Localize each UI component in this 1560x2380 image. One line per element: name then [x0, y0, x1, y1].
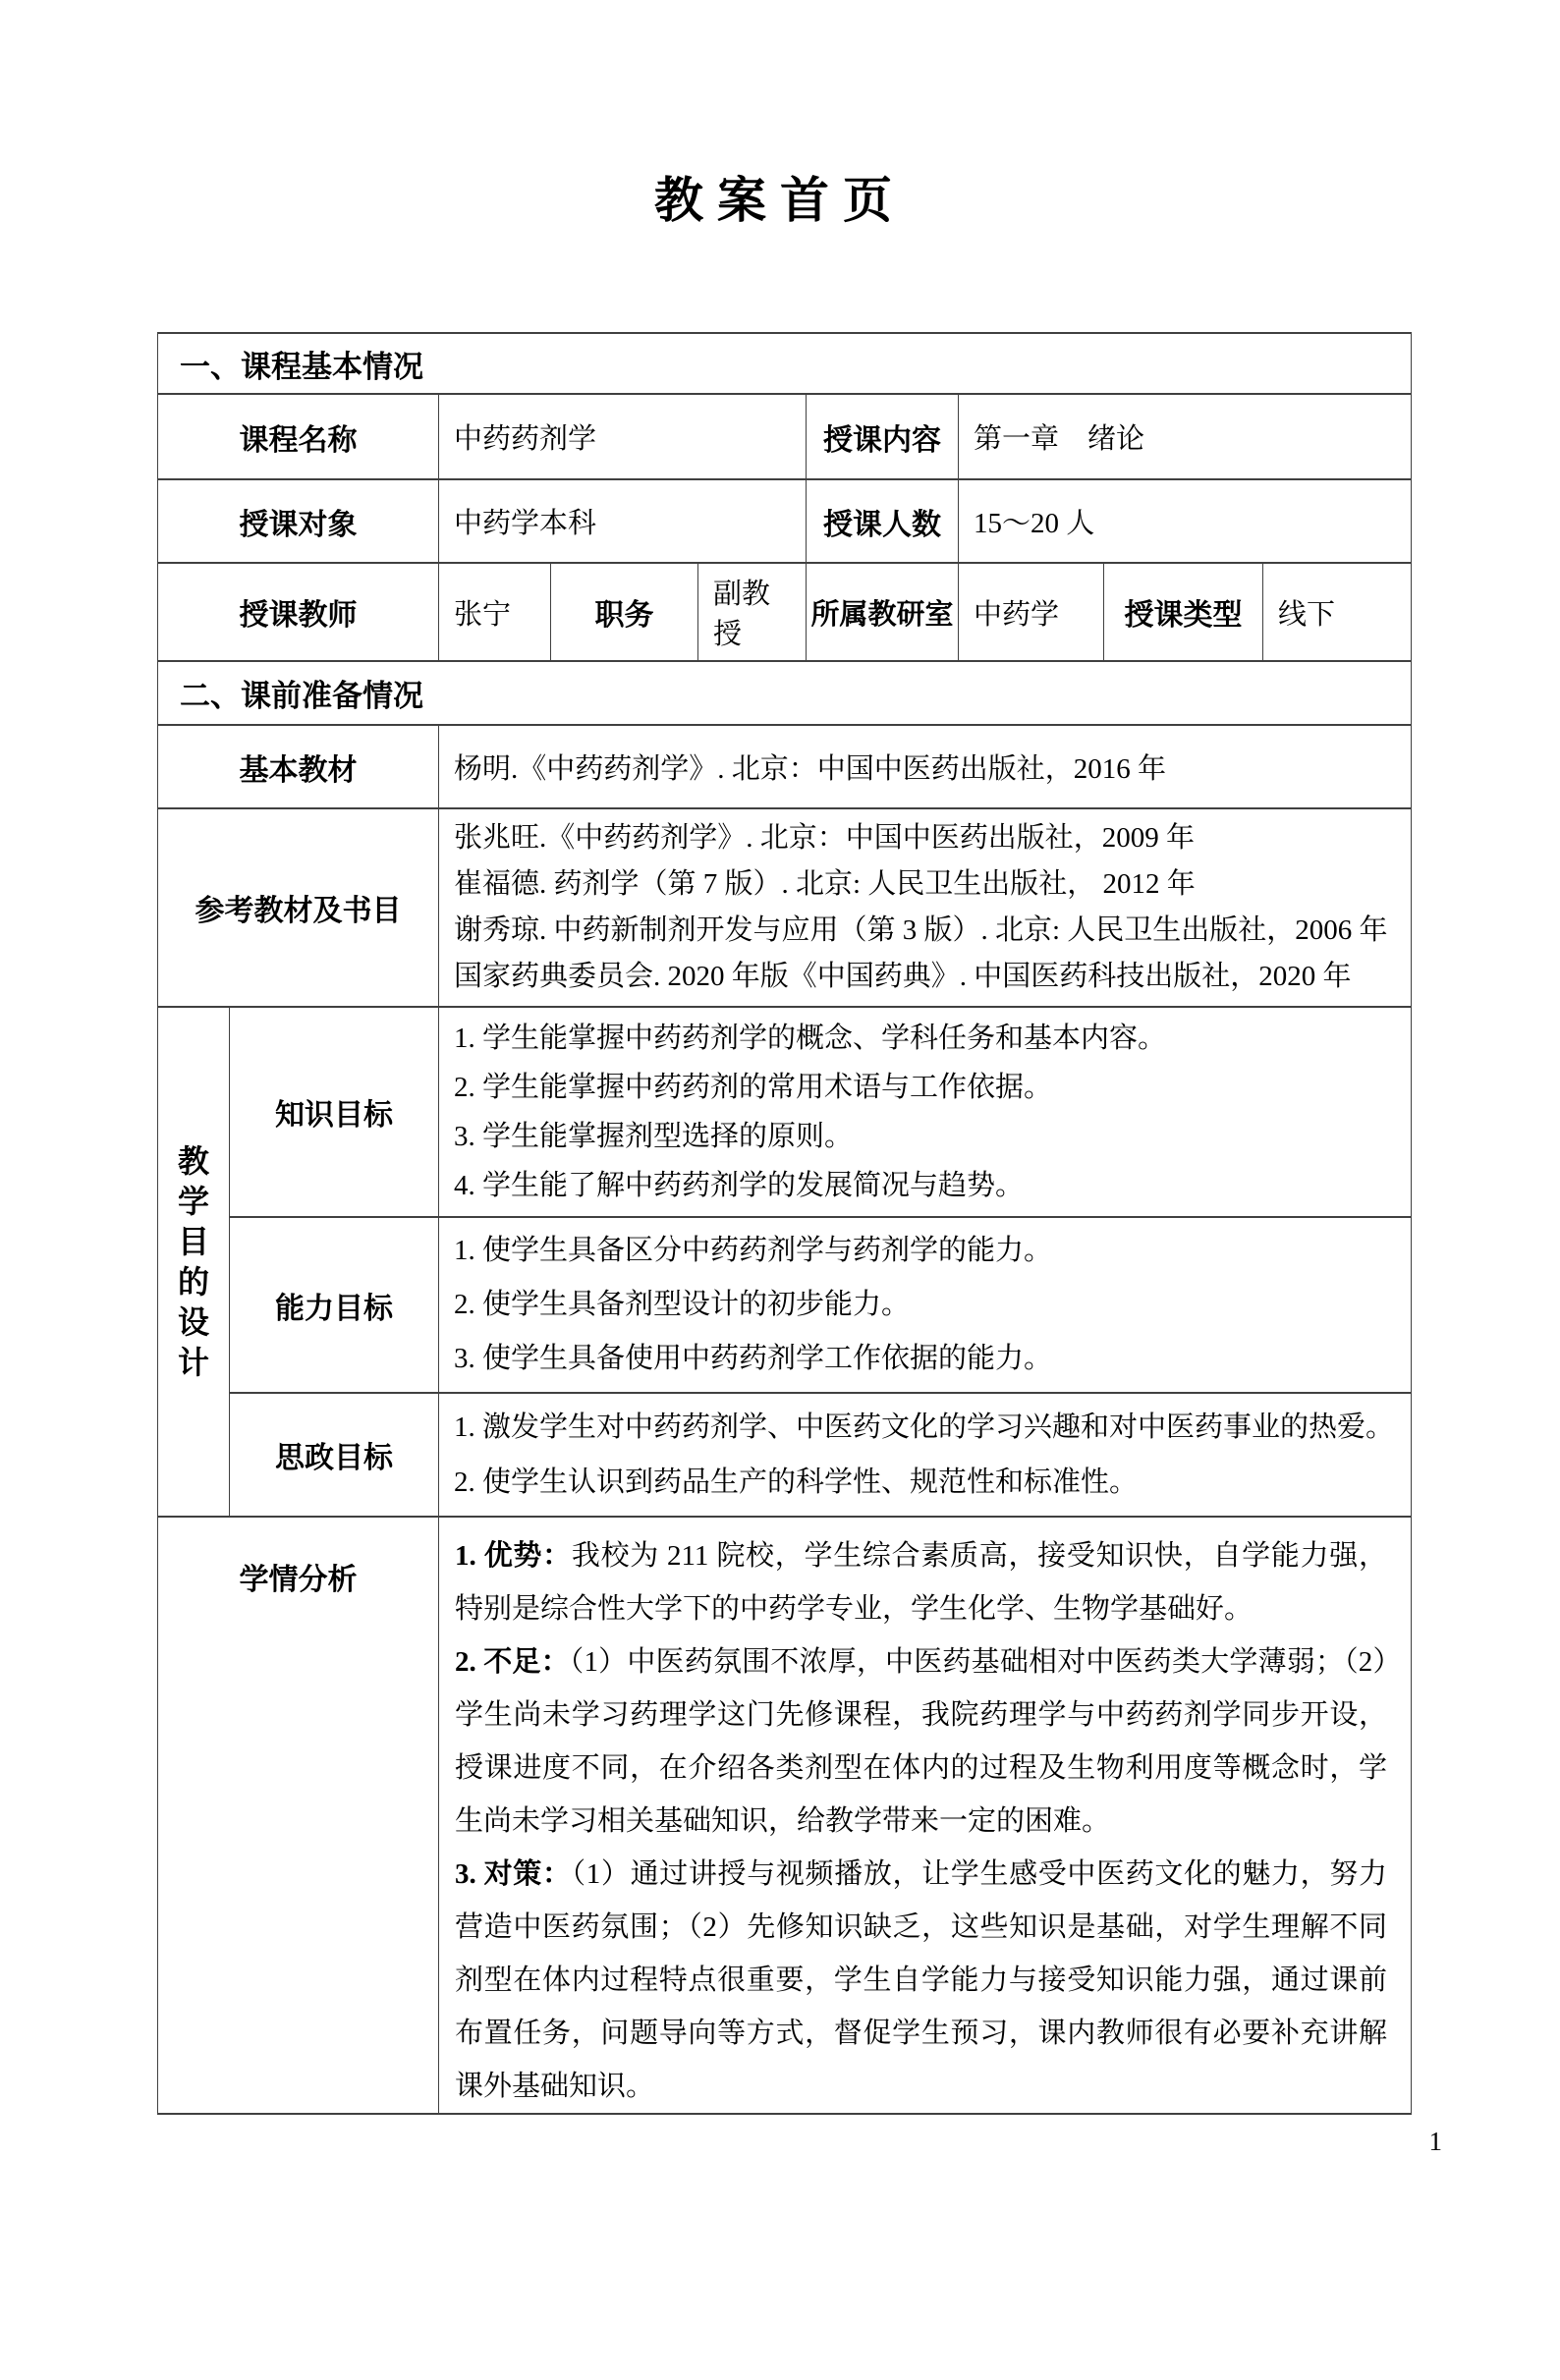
- learning-analysis-lead: 2. 不足：: [455, 1646, 570, 1678]
- teacher-label: 授课教师: [158, 563, 439, 661]
- student-count-label: 授课人数: [807, 479, 959, 563]
- basic-textbook-label: 基本教材: [158, 725, 439, 808]
- course-type-label: 授课类型: [1104, 563, 1263, 661]
- teaching-objectives-vertical-label: 教学目的设计: [177, 1142, 209, 1380]
- teacher-value: 张宁: [439, 563, 551, 661]
- learning-analysis-lead: 3. 对策：: [455, 1858, 572, 1890]
- ideology-goal-list: [439, 1393, 1412, 1517]
- page-title: 教案首页: [654, 173, 906, 228]
- course-name-value: 中药药剂学: [439, 394, 807, 479]
- ability-goal-item: 2. 使学生具备剂型设计的初步能力。: [454, 1289, 911, 1320]
- knowledge-goal-item: 2. 学生能掌握中药药剂的常用术语与工作依据。: [454, 1072, 1053, 1103]
- teaching-content-label: 授课内容: [807, 394, 959, 479]
- learning-analysis-paragraph: [455, 1529, 1387, 1635]
- page-number: 1: [1428, 2127, 1442, 2156]
- ideology-goal-label: 思政目标: [230, 1393, 439, 1517]
- ideology-goal-item: 2. 使学生认识到药品生产的科学性、规范性和标准性。: [454, 1467, 1139, 1498]
- course-type-value: 线下: [1263, 563, 1412, 661]
- learning-analysis-label: 学情分析: [158, 1517, 439, 2114]
- course-name-label: 课程名称: [158, 394, 439, 479]
- lesson-plan-table: [157, 332, 1412, 2115]
- position-value: 副教授: [698, 563, 807, 661]
- ideology-goal-item: 1. 激发学生对中药药剂学、中医药文化的学习兴趣和对中医药事业的热爱。: [454, 1411, 1395, 1443]
- student-count-value: 15～20 人: [959, 479, 1412, 563]
- knowledge-goal-item: 4. 学生能了解中药药剂学的发展简况与趋势。: [454, 1170, 1025, 1201]
- knowledge-goal-list: [439, 1007, 1412, 1217]
- section2-header: 二、课前准备情况: [158, 661, 1412, 725]
- learning-analysis-content: [439, 1517, 1412, 2114]
- ability-goal-item: 3. 使学生具备使用中药药剂学工作依据的能力。: [454, 1343, 1053, 1374]
- reference-item: 张兆旺.《中药药剂学》. 北京：中国中医药出版社，2009 年: [454, 822, 1196, 854]
- ability-goal-list: [439, 1217, 1412, 1393]
- learning-analysis-text: （1）中医药氛围不浓厚，中医药基础相对中医药类大学薄弱；（2）学生尚未学习药理学这门先修课程，我院药理学与中药药剂学同步开设，授课进度不同，在介绍各类剂型在体内的过程及生物利用度等概念时，学生尚未学习相关基础知识，给教学带来一定的困难。: [455, 1646, 1388, 1837]
- learning-analysis-text: 我校为 211 院校，学生综合素质高，接受知识快，自学能力强，特别是综合性大学下的中药学专业，学生化学、生物学基础好。: [455, 1540, 1388, 1625]
- basic-textbook-value: 杨明.《中药药剂学》. 北京：中国中医药出版社，2016 年: [439, 725, 1412, 808]
- learning-analysis-lead: 1. 优势：: [455, 1540, 572, 1572]
- learning-analysis-text: （1）通过讲授与视频播放，让学生感受中医药文化的魅力，努力营造中医药氛围；（2）先修知识缺乏，这些知识是基础，对学生理解不同剂型在体内过程特点很重要，学生自学能力与接受知识能力强，通过课前布置任务，问题导向等方式，督促学生预习，课内教师很有必要补充讲解课外基础知识。: [455, 1858, 1388, 2102]
- teaching-content-value: 第一章 绪论: [959, 394, 1412, 479]
- reference-item: 国家药典委员会. 2020 年版《中国药典》. 中国医药科技出版社，2020 年: [454, 961, 1352, 992]
- references-label: 参考教材及书目: [158, 808, 439, 1007]
- audience-value: 中药学本科: [439, 479, 807, 563]
- knowledge-goal-label: 知识目标: [230, 1007, 439, 1217]
- learning-analysis-paragraph: [455, 1635, 1387, 1848]
- references-list: [439, 808, 1412, 1007]
- learning-analysis-paragraph: [455, 1848, 1387, 2113]
- teaching-objectives-cell: [158, 1007, 230, 1517]
- knowledge-goal-item: 3. 学生能掌握剂型选择的原则。: [454, 1121, 854, 1152]
- knowledge-goal-item: 1. 学生能掌握中药药剂学的概念、学科任务和基本内容。: [454, 1023, 1167, 1054]
- reference-item: 谢秀琼. 中药新制剂开发与应用（第 3 版）. 北京: 人民卫生出版社，2006 年: [454, 914, 1388, 946]
- ability-goal-label: 能力目标: [230, 1217, 439, 1393]
- section1-header: 一、课程基本情况: [158, 333, 1412, 394]
- position-label: 职务: [551, 563, 698, 661]
- department-label: 所属教研室: [807, 563, 959, 661]
- audience-label: 授课对象: [158, 479, 439, 563]
- department-value: 中药学: [959, 563, 1104, 661]
- reference-item: 崔福德. 药剂学（第 7 版）. 北京: 人民卫生出版社， 2012 年: [454, 868, 1196, 900]
- ability-goal-item: 1. 使学生具备区分中药药剂学与药剂学的能力。: [454, 1235, 1053, 1266]
